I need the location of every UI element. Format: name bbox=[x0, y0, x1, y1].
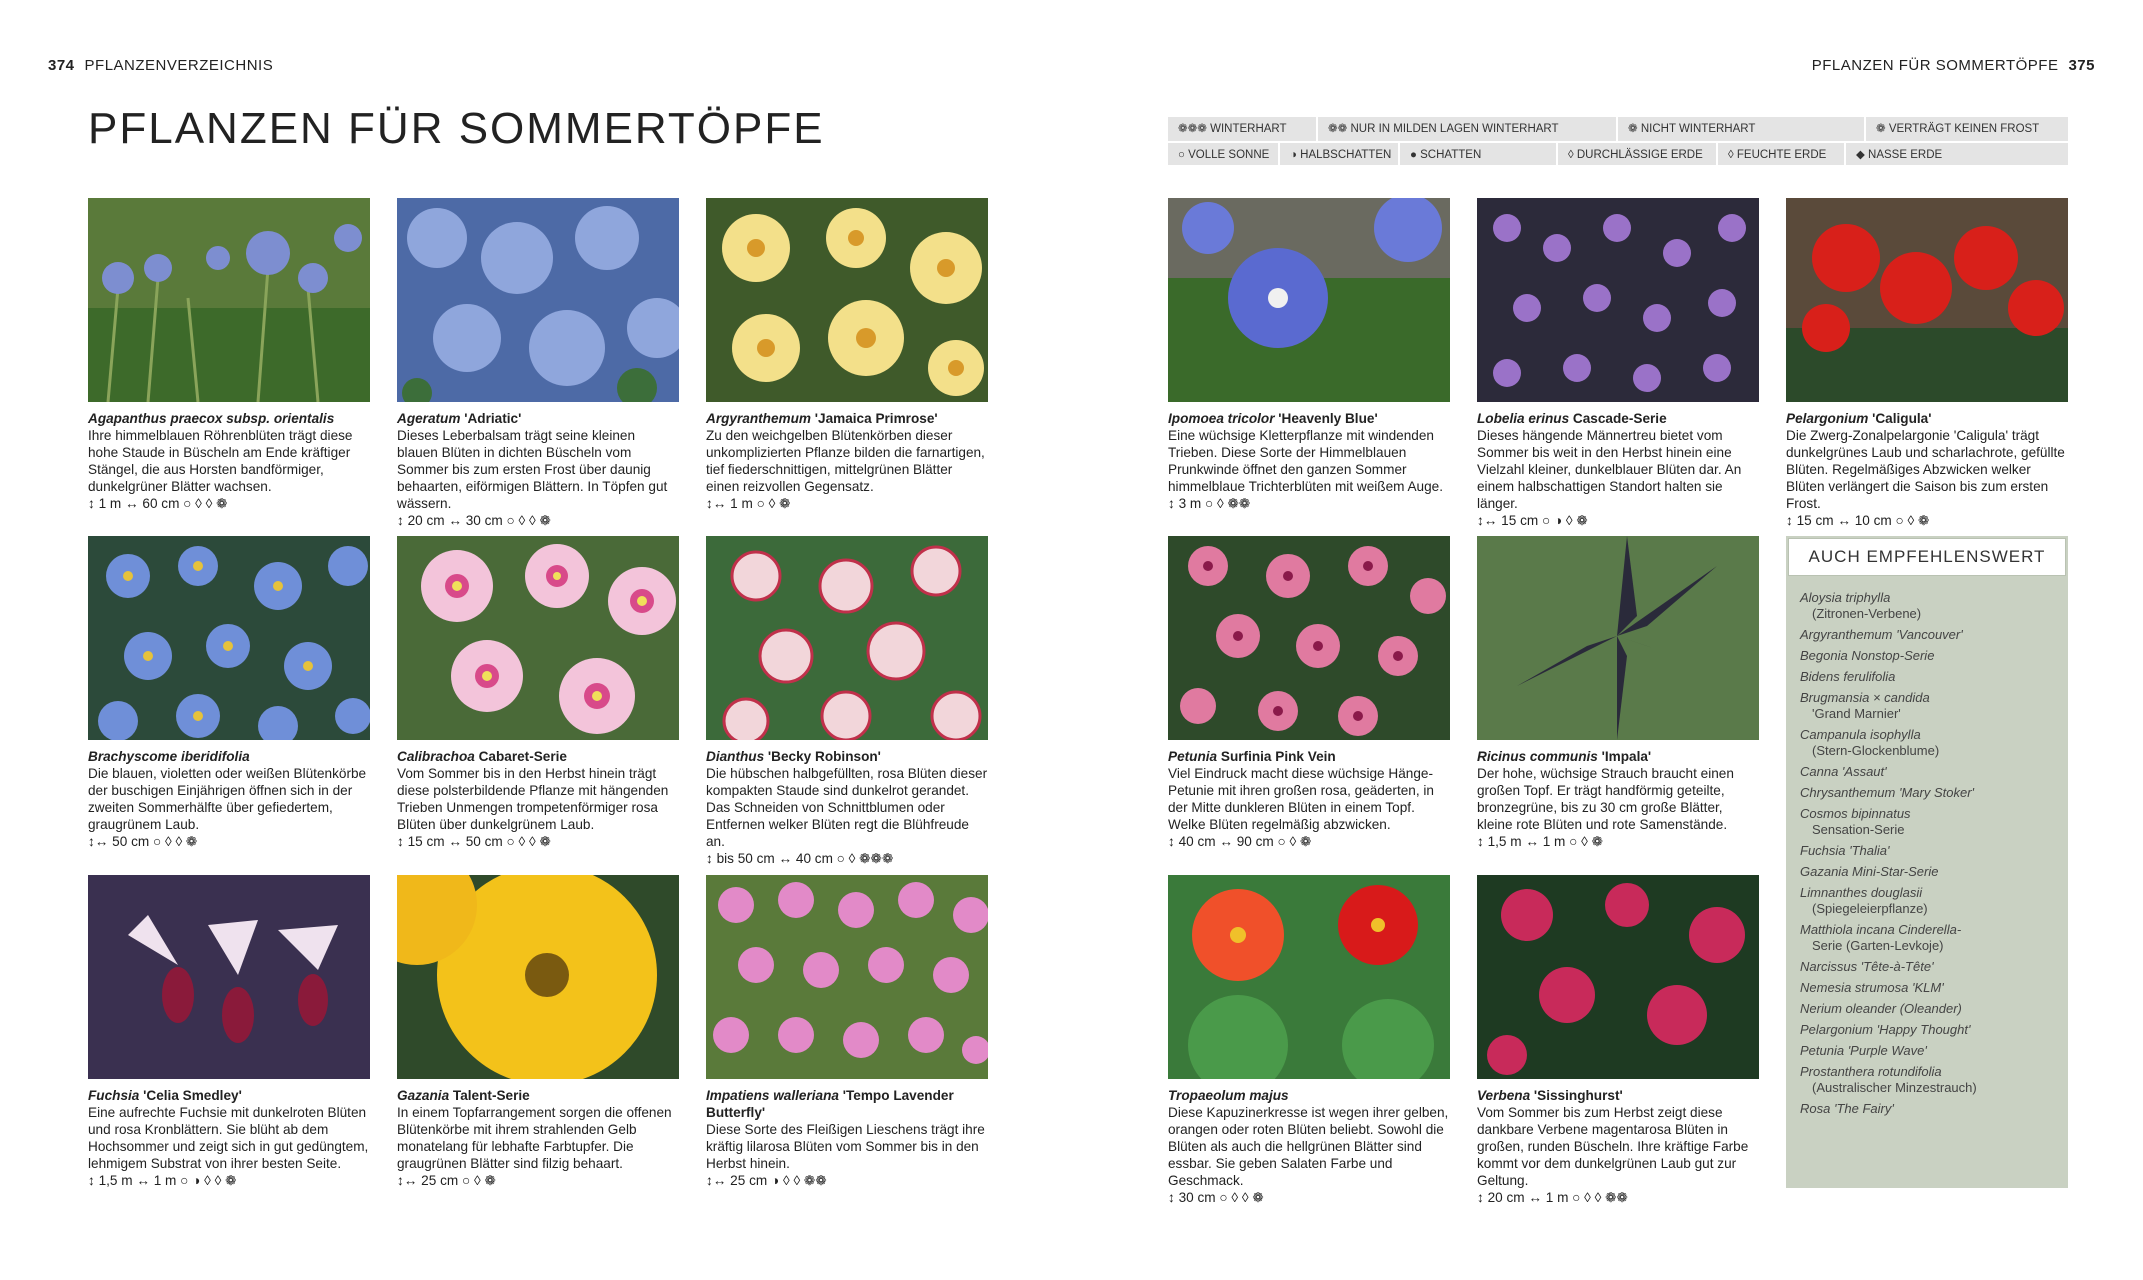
plant-name: Impatiens walleriana 'Tempo Lavender Butterfly' bbox=[706, 1088, 954, 1120]
legend-item: ❁❁ NUR IN MILDEN LAGEN WINTERHART bbox=[1318, 117, 1618, 141]
plant-name: Ricinus communis 'Impala' bbox=[1477, 749, 1652, 764]
recommended-plant: Chrysanthemum 'Mary Stoker' bbox=[1800, 785, 1975, 800]
pelargonium-photo bbox=[1786, 198, 2068, 402]
plant-specs: ↕↔ 50 cm ○ ◊ ◊ ❁ bbox=[88, 834, 198, 849]
plant-name: Ipomoea tricolor 'Heavenly Blue' bbox=[1168, 411, 1378, 426]
recommended-plant: Fuchsia 'Thalia' bbox=[1800, 843, 1890, 858]
plant-specs: ↕↔ 25 cm ○ ◊ ❁ bbox=[397, 1173, 496, 1188]
agapanthus-photo bbox=[88, 198, 370, 402]
right-page-header bbox=[1812, 57, 2095, 74]
plant-specs: ↕ 20 cm ↔ 1 m ○ ◊ ◊ ❁❁ bbox=[1477, 1190, 1628, 1205]
plant-description: Dieses Leberbalsam trägt seine kleinen blauen Blüten in dichten Büscheln vom Sommer bis zum ersten Frost über daunig behaarten, eiförmigen Blättern. In Töpfen gut wässern. bbox=[397, 428, 668, 511]
plant-card-ipomoea bbox=[1168, 198, 1450, 512]
legend-item: ❁❁❁ WINTERHART bbox=[1168, 117, 1318, 141]
plant-card-agapanthus bbox=[88, 198, 370, 512]
plant-specs: ↕ 1,5 m ↔ 1 m ○ ◊ ❁ bbox=[1477, 834, 1604, 849]
plant-description: Viel Eindruck macht diese wüchsige Hänge-Petunie mit ihren großen rosa, geäderten, in der Mitte dunkleren Blüten in einem Topf. Welke Blüten regelmäßig abzwicken. bbox=[1168, 766, 1434, 832]
plant-description: Ihre himmelblauen Röhrenblüten trägt diese hohe Staude in Büscheln am Ende kräftiger Stängel, die aus Horsten bandförmiger, dunkelgrüner Blätter wachsen. bbox=[88, 428, 353, 494]
plant-description: Die Zwerg-Zonalpelargonie 'Caligula' trägt dunkelgrünes Laub und scharlachrote, gefüllte Blüten. Regelmäßiges Abzwicken welker Blüten verlängert die Saison bis zum ersten Frost. bbox=[1786, 428, 2065, 511]
plant-name: Petunia Surfinia Pink Vein bbox=[1168, 749, 1336, 764]
also-recommended-list bbox=[1786, 590, 2068, 1117]
left-page-number: 374 bbox=[48, 57, 75, 74]
plant-card-lobelia bbox=[1477, 198, 1759, 529]
left-section-label: PFLANZENVERZEICHNIS bbox=[84, 57, 274, 74]
recommended-plant: Narcissus 'Tête-à-Tête' bbox=[1800, 959, 1934, 974]
legend-item: ● SCHATTEN bbox=[1400, 143, 1558, 167]
ageratum-photo bbox=[397, 198, 679, 402]
dianthus-photo bbox=[706, 536, 988, 740]
plant-card-impatiens bbox=[706, 875, 988, 1189]
brachyscome-photo bbox=[88, 536, 370, 740]
plant-card-verbena bbox=[1477, 875, 1759, 1206]
plant-card-pelargonium bbox=[1786, 198, 2068, 529]
plant-name: Agapanthus praecox subsp. orientalis bbox=[88, 411, 335, 426]
plant-name: Gazania Talent-Serie bbox=[397, 1088, 530, 1103]
plant-name: Verbena 'Sissinghurst' bbox=[1477, 1088, 1623, 1103]
recommended-plant: Prostanthera rotundifolia (Australischer Minzestrauch) bbox=[1800, 1064, 1977, 1095]
plant-card-ageratum bbox=[397, 198, 679, 529]
plant-description: Vom Sommer bis in den Herbst hinein trägt diese polsterbildende Pflanze mit hängenden Trieben Unmengen trompetenförmiger rosa Blüten über dunkelgrünem Laub. bbox=[397, 766, 669, 832]
recommended-plant: Bidens ferulifolia bbox=[1800, 669, 1896, 684]
plant-specs: ↕↔ 15 cm ○ ◑ ◊ ❁ bbox=[1477, 513, 1588, 528]
plant-name: Brachyscome iberidifolia bbox=[88, 749, 250, 764]
right-page-number: 375 bbox=[2068, 57, 2095, 74]
recommended-plant: Aloysia triphylla (Zitronen-Verbene) bbox=[1800, 590, 1922, 621]
legend-row-hardiness bbox=[1168, 117, 2068, 143]
plant-specs: ↕ 20 cm ↔ 30 cm ○ ◊ ◊ ❁ bbox=[397, 513, 551, 528]
plant-card-calibrachoa bbox=[397, 536, 679, 850]
plant-card-ricinus bbox=[1477, 536, 1759, 850]
plant-description: Die blauen, violetten oder weißen Blütenkörbe der buschigen Einjährigen öffnen sich in der zweiten Sommerhälfte über gefiedertem, graugrünem Laub. bbox=[88, 766, 367, 832]
petunia-photo bbox=[1168, 536, 1450, 740]
symbol-legend bbox=[1168, 117, 2068, 165]
ricinus-photo bbox=[1477, 536, 1759, 740]
plant-name: Tropaeolum majus bbox=[1168, 1088, 1289, 1103]
plant-specs: ↕ 1 m ↔ 60 cm ○ ◊ ◊ ❁ bbox=[88, 496, 228, 511]
plant-card-tropaeolum bbox=[1168, 875, 1450, 1206]
recommended-plant: Gazania Mini-Star-Serie bbox=[1800, 864, 1939, 879]
recommended-plant: Begonia Nonstop-Serie bbox=[1800, 648, 1935, 663]
plant-description: In einem Topfarrangement sorgen die offenen Blütenkörbe mit ihrem strahlenden Gelb monatelang für lebhafte Farbtupfer. Die graugrünen Blätter sind filzig behaart. bbox=[397, 1105, 672, 1171]
lobelia-photo bbox=[1477, 198, 1759, 402]
plant-description: Der hohe, wüchsige Strauch braucht einen großen Topf. Er trägt handförmig geteilte, bronzegrüne, bis zu 30 cm große Blätter, kleine rote Blüten und rote Samenstände. bbox=[1477, 766, 1734, 832]
plant-card-fuchsia bbox=[88, 875, 370, 1189]
plant-card-gazania bbox=[397, 875, 679, 1189]
plant-name: Calibrachoa Cabaret-Serie bbox=[397, 749, 567, 764]
gazania-photo bbox=[397, 875, 679, 1079]
recommended-plant: Campanula isophylla (Stern-Glockenblume) bbox=[1800, 727, 1940, 758]
recommended-plant: Cosmos bipinnatus Sensation-Serie bbox=[1800, 806, 1911, 837]
recommended-plant: Nerium oleander (Oleander) bbox=[1800, 1001, 1962, 1016]
plant-card-brachyscome bbox=[88, 536, 370, 850]
legend-row-site bbox=[1168, 143, 2068, 167]
plant-name: Dianthus 'Becky Robinson' bbox=[706, 749, 881, 764]
ipomoea-photo bbox=[1168, 198, 1450, 402]
plant-card-dianthus bbox=[706, 536, 988, 867]
left-page-header bbox=[48, 57, 273, 74]
page-title: PFLANZEN FÜR SOMMERTÖPFE bbox=[88, 104, 825, 153]
plant-specs: ↕↔ 1 m ○ ◊ ❁ bbox=[706, 496, 791, 511]
plant-description: Die hübschen halbgefüllten, rosa Blüten dieser kompakten Staude sind dunkelrot gerandet. Das Schneiden von Schnittblumen oder Entfernen welker Blüten regt die Blühfreude an. bbox=[706, 766, 988, 849]
plant-specs: ↕ 30 cm ○ ◊ ◊ ❁ bbox=[1168, 1190, 1264, 1205]
legend-item: ○ VOLLE SONNE bbox=[1168, 143, 1280, 167]
argyranthemum-photo bbox=[706, 198, 988, 402]
plant-specs: ↕ 15 cm ↔ 50 cm ○ ◊ ◊ ❁ bbox=[397, 834, 551, 849]
impatiens-photo bbox=[706, 875, 988, 1079]
recommended-plant: Limnanthes douglasii (Spiegeleierpflanze) bbox=[1800, 885, 1928, 916]
legend-item: ◊ DURCHLÄSSIGE ERDE bbox=[1558, 143, 1718, 167]
plant-description: Zu den weichgelben Blütenkörben dieser unkomplizierten Pflanze bilden die farnartigen, tief fiederschnittigen, mittelgrünen Blätter einen reizvollen Gegensatz. bbox=[706, 428, 985, 494]
plant-specs: ↕ 1,5 m ↔ 1 m ○ ◑ ◊ ◊ ❁ bbox=[88, 1173, 237, 1188]
legend-item: ❁ VERTRÄGT KEINEN FROST bbox=[1876, 123, 2040, 135]
plant-specs: ↕ 40 cm ↔ 90 cm ○ ◊ ❁ bbox=[1168, 834, 1312, 849]
plant-specs: ↕↔ 25 cm ◑ ◊ ◊ ❁❁ bbox=[706, 1173, 827, 1188]
plant-card-argyranthemum bbox=[706, 198, 988, 512]
recommended-plant: Canna 'Assaut' bbox=[1800, 764, 1887, 779]
plant-specs: ↕ 15 cm ↔ 10 cm ○ ◊ ❁ bbox=[1786, 513, 1930, 528]
plant-name: Fuchsia 'Celia Smedley' bbox=[88, 1088, 242, 1103]
plant-specs: ↕ 3 m ○ ◊ ❁❁ bbox=[1168, 496, 1251, 511]
also-recommended-title: AUCH EMPFEHLENSWERT bbox=[1788, 538, 2066, 576]
plant-description: Eine aufrechte Fuchsie mit dunkelroten Blüten und rosa Kronblättern. Sie blüht ab dem Hochsommer und zeigt sich in gut gedüngtem, lehmigem Substrat von ihrer besten Seite. bbox=[88, 1105, 369, 1171]
fuchsia-photo bbox=[88, 875, 370, 1079]
legend-item: ◊ FEUCHTE ERDE bbox=[1718, 143, 1846, 167]
plant-description: Eine wüchsige Kletterpflanze mit windenden Trieben. Diese Sorte der Himmelblauen Prunkwinde öffnet den ganzen Sommer himmelblaue Trichterblüten mit weißem Auge. bbox=[1168, 428, 1444, 494]
plant-name: Lobelia erinus Cascade-Serie bbox=[1477, 411, 1667, 426]
recommended-plant: Petunia 'Purple Wave' bbox=[1800, 1043, 1927, 1058]
right-section-label: PFLANZEN FÜR SOMMERTÖPFE bbox=[1811, 57, 2059, 74]
plant-name: Pelargonium 'Caligula' bbox=[1786, 411, 1932, 426]
recommended-plant: Pelargonium 'Happy Thought' bbox=[1800, 1022, 1971, 1037]
recommended-plant: Argyranthemum 'Vancouver' bbox=[1800, 627, 1963, 642]
calibrachoa-photo bbox=[397, 536, 679, 740]
plant-description: Dieses hängende Männertreu bietet vom Sommer bis weit in den Herbst hinein eine Vielzahl kleiner, dunkelblauer Blüten dar. An einem halbschattigen Standort halten sie länger. bbox=[1477, 428, 1742, 511]
recommended-plant: Matthiola incana Cinderella- Serie (Garten-Levkoje) bbox=[1800, 922, 1962, 953]
plant-name: Ageratum 'Adriatic' bbox=[397, 411, 522, 426]
legend-item: ◑ HALBSCHATTEN bbox=[1280, 143, 1400, 167]
plant-description: Vom Sommer bis zum Herbst zeigt diese dankbare Verbene magentarosa Blüten in großen, runden Büscheln. Ihre kräftige Farbe kommt vor dem dunkelgrünen Laub gut zur Geltung. bbox=[1477, 1105, 1749, 1188]
recommended-plant: Brugmansia × candida 'Grand Marnier' bbox=[1800, 690, 1930, 721]
plant-description: Diese Sorte des Fleißigen Lieschens trägt ihre kräftig lilarosa Blüten vom Sommer bis in den Herbst hinein. bbox=[706, 1122, 985, 1171]
legend-item: ❁ NICHT WINTERHART bbox=[1618, 117, 1866, 141]
plant-description: Diese Kapuzinerkresse ist wegen ihrer gelben, orangen oder roten Blüten beliebt. Sowohl die Blüten als auch die hellgrünen Blätter sind essbar. Sie geben Salaten Farbe und Geschmack. bbox=[1168, 1105, 1449, 1188]
verbena-photo bbox=[1477, 875, 1759, 1079]
plant-name: Argyranthemum 'Jamaica Primrose' bbox=[706, 411, 938, 426]
plant-specs: ↕ bis 50 cm ↔ 40 cm ○ ◊ ❁❁❁ bbox=[706, 851, 894, 866]
tropaeolum-photo bbox=[1168, 875, 1450, 1079]
recommended-plant: Rosa 'The Fairy' bbox=[1800, 1101, 1894, 1116]
also-recommended-box bbox=[1786, 536, 2068, 1188]
plant-card-petunia bbox=[1168, 536, 1450, 850]
recommended-plant: Nemesia strumosa 'KLM' bbox=[1800, 980, 1944, 995]
legend-item: ◆ NASSE ERDE bbox=[1856, 149, 1943, 161]
